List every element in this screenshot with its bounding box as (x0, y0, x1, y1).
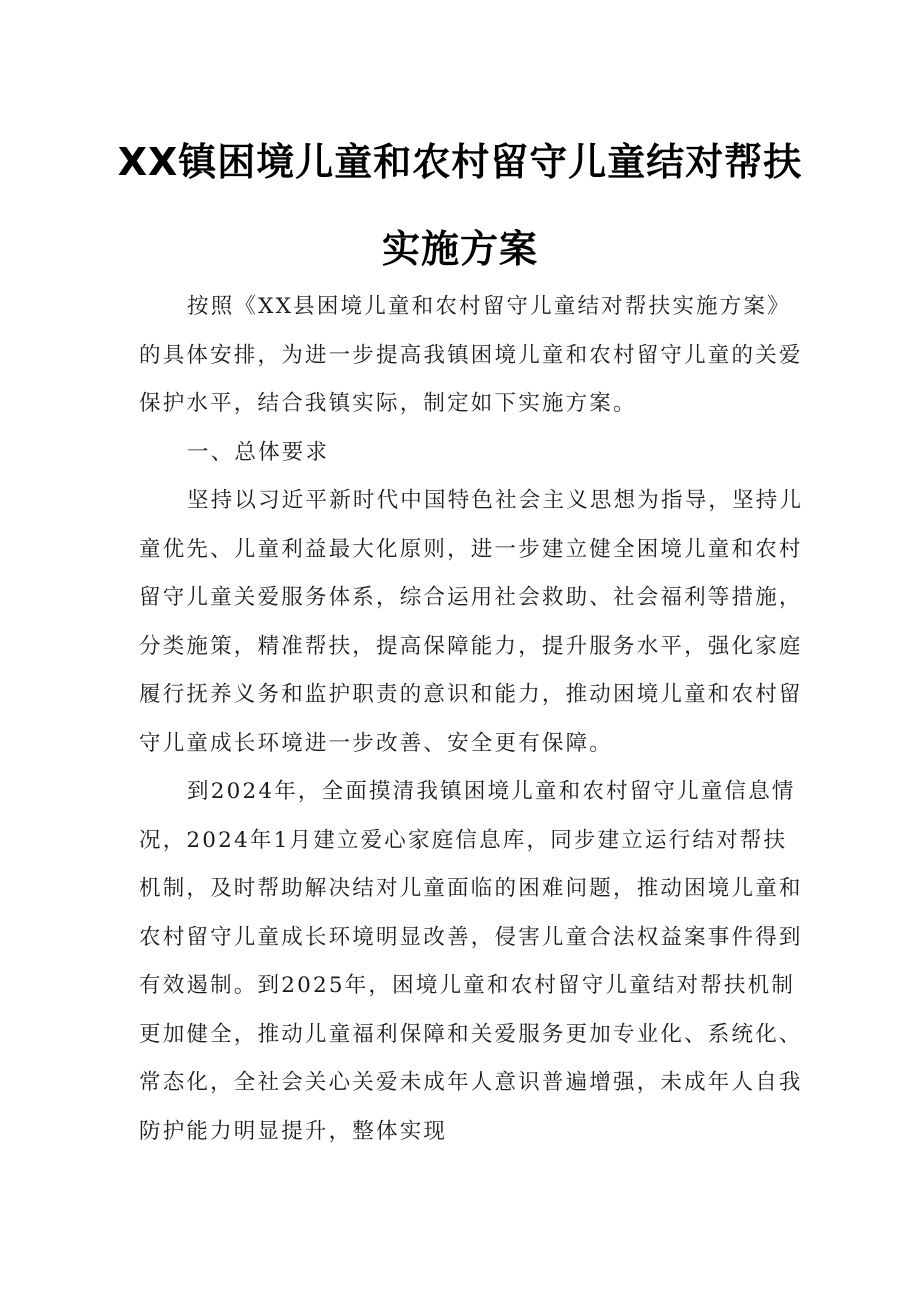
paragraph-line: 留守儿童关爱服务体系，综合运用社会救助、社会福利等措施， (139, 585, 803, 610)
paragraph-line: 坚持以习近平新时代中国特色社会主义思想为指导，坚持儿 (187, 488, 804, 513)
paragraph-line: 防护能力明显提升，整体实现 (139, 1118, 448, 1144)
paragraph-line: 机制，及时帮助解决结对儿童面临的困难问题，推动困境儿童和 (139, 876, 803, 901)
paragraph-line: 农村留守儿童成长环境明显改善，侵害儿童合法权益案事件得到 (139, 924, 803, 950)
intro-line: 按照《XX县困境儿童和农村留守儿童结对帮扶实施方案》 (187, 294, 791, 319)
document-body (139, 283, 804, 1156)
paragraph-line: 更加健全，推动儿童福利保障和关爱服务更加专业化、系统化、 (139, 1021, 803, 1047)
intro-line: 的具体安排，为进一步提高我镇困境儿童和农村留守儿童的关爱 (139, 342, 803, 368)
paragraph-line: 到2024年，全面摸清我镇困境儿童和农村留守儿童信息情 (187, 779, 796, 804)
paragraph-line: 分类施策，精准帮扶，提高保障能力，提升服务水平，强化家庭 (139, 633, 803, 659)
paragraph-line: 守儿童成长环境进一步改善、安全更有保障。 (139, 730, 614, 756)
section-heading: 一、总体要求 (187, 439, 330, 465)
paragraph-line: 有效遏制。到2025年，困境儿童和农村留守儿童结对帮扶机制 (139, 973, 796, 998)
document-title-line-1: XX镇困境儿童和农村留守儿童结对帮扶 (117, 140, 803, 184)
paragraph-line: 常态化，全社会关心关爱未成年人意识普遍增强，未成年人自我 (139, 1070, 803, 1095)
intro-line: 保护水平，结合我镇实际，制定如下实施方案。 (139, 391, 637, 416)
paragraph-line: 况，2024年1月建立爱心家庭信息库，同步建立运行结对帮扶 (139, 827, 788, 853)
paragraph-line: 履行抚养义务和监护职责的意识和能力，推动困境儿童和农村留 (139, 682, 803, 707)
paragraph-line: 童优先、儿童利益最大化原则，进一步建立健全困境儿童和农村 (139, 536, 803, 562)
document-title-line-2: 实施方案 (381, 227, 538, 271)
